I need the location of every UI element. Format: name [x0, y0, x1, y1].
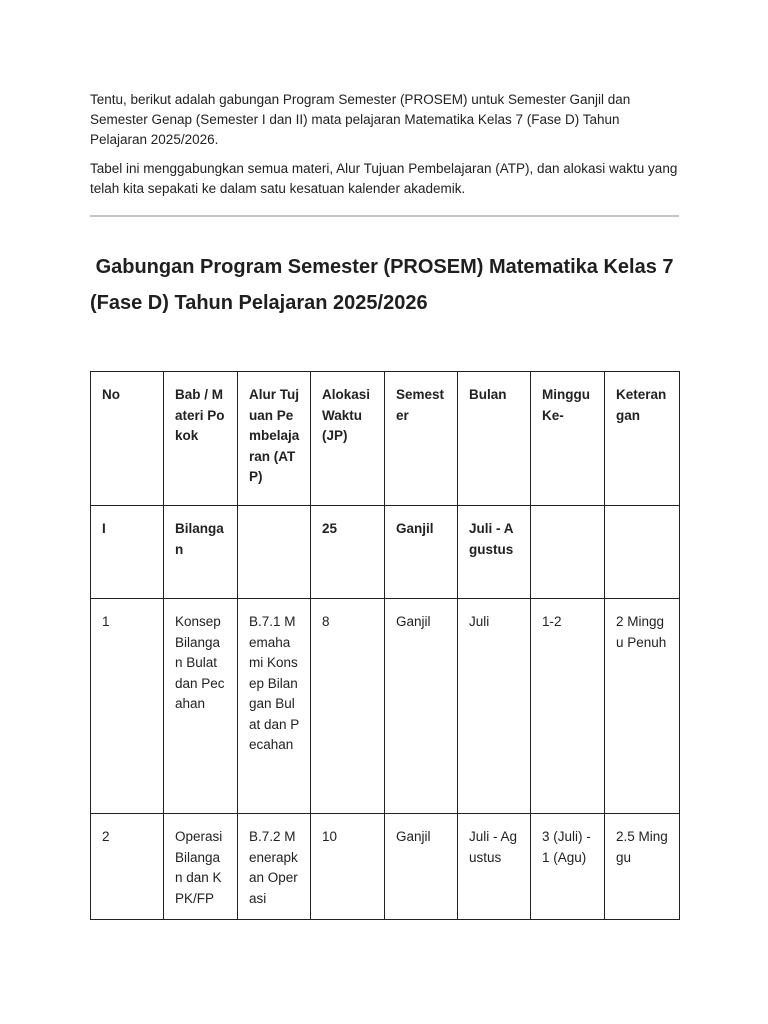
table-header-row — [91, 372, 680, 506]
table-cell: 25 — [311, 506, 385, 599]
table-cell: B.7.1 Memahami Konsep Bilangan Bulat dan Pecahan — [238, 599, 311, 814]
table-cell: Ganjil — [385, 814, 458, 920]
table-cell: 2.5 Minggu — [605, 814, 680, 920]
header-minggu-ke: Minggu Ke- — [531, 372, 605, 506]
horizontal-divider — [90, 215, 679, 217]
document-body — [90, 90, 679, 321]
header-no: No — [91, 372, 164, 506]
table-cell: 1-2 — [531, 599, 605, 814]
table-cell: Konsep Bilangan Bulat dan Pecahan — [164, 599, 238, 814]
table-row — [91, 814, 680, 920]
table-row — [91, 506, 680, 599]
table-cell: Juli - Agustus — [458, 814, 531, 920]
header-bulan: Bulan — [458, 372, 531, 506]
table-cell: 3 (Juli) - 1 (Agu) — [531, 814, 605, 920]
table-cell: I — [91, 506, 164, 599]
table-cell: 10 — [311, 814, 385, 920]
table-cell: Bilangan — [164, 506, 238, 599]
table-cell: Juli - Agustus — [458, 506, 531, 599]
header-atp: Alur Tujuan Pembelajaran (ATP) — [238, 372, 311, 506]
page-title: Gabungan Program Semester (PROSEM) Matematika Kelas 7 (Fase D) Tahun Pelajaran 2025/2026 — [90, 256, 680, 314]
header-alokasi-waktu: Alokasi Waktu (JP) — [311, 372, 385, 506]
table-cell: Ganjil — [385, 599, 458, 814]
table-cell: Juli — [458, 599, 531, 814]
intro-paragraph-2: Tabel ini menggabungkan semua materi, Alur Tujuan Pembelajaran (ATP), dan alokasi waktu yang telah kita sepakati ke dalam satu kesatuan kalender akademik. — [90, 161, 678, 196]
prosem-table — [90, 371, 680, 920]
table-cell: Ganjil — [385, 506, 458, 599]
table-cell: B.7.2 Menerapkan Operasi — [238, 814, 311, 920]
table-cell: 2 Minggu Penuh — [605, 599, 680, 814]
header-bab-materi: Bab / Materi Pokok — [164, 372, 238, 506]
intro-paragraph-1: Tentu, berikut adalah gabungan Program Semester (PROSEM) untuk Semester Ganjil dan Semester Genap (Semester I dan II) mata pelajaran Matematika Kelas 7 (Fase D) Tahun Pelajaran 2025/2026. — [90, 92, 631, 147]
table-cell — [605, 506, 680, 599]
header-keterangan: Keterangan — [605, 372, 680, 506]
table-row — [91, 599, 680, 814]
table-cell: Operasi Bilangan dan KPK/FP — [164, 814, 238, 920]
table-cell — [531, 506, 605, 599]
table-cell: 2 — [91, 814, 164, 920]
header-semester: Semester — [385, 372, 458, 506]
table-cell: 1 — [91, 599, 164, 814]
table-cell — [238, 506, 311, 599]
table-cell: 8 — [311, 599, 385, 814]
